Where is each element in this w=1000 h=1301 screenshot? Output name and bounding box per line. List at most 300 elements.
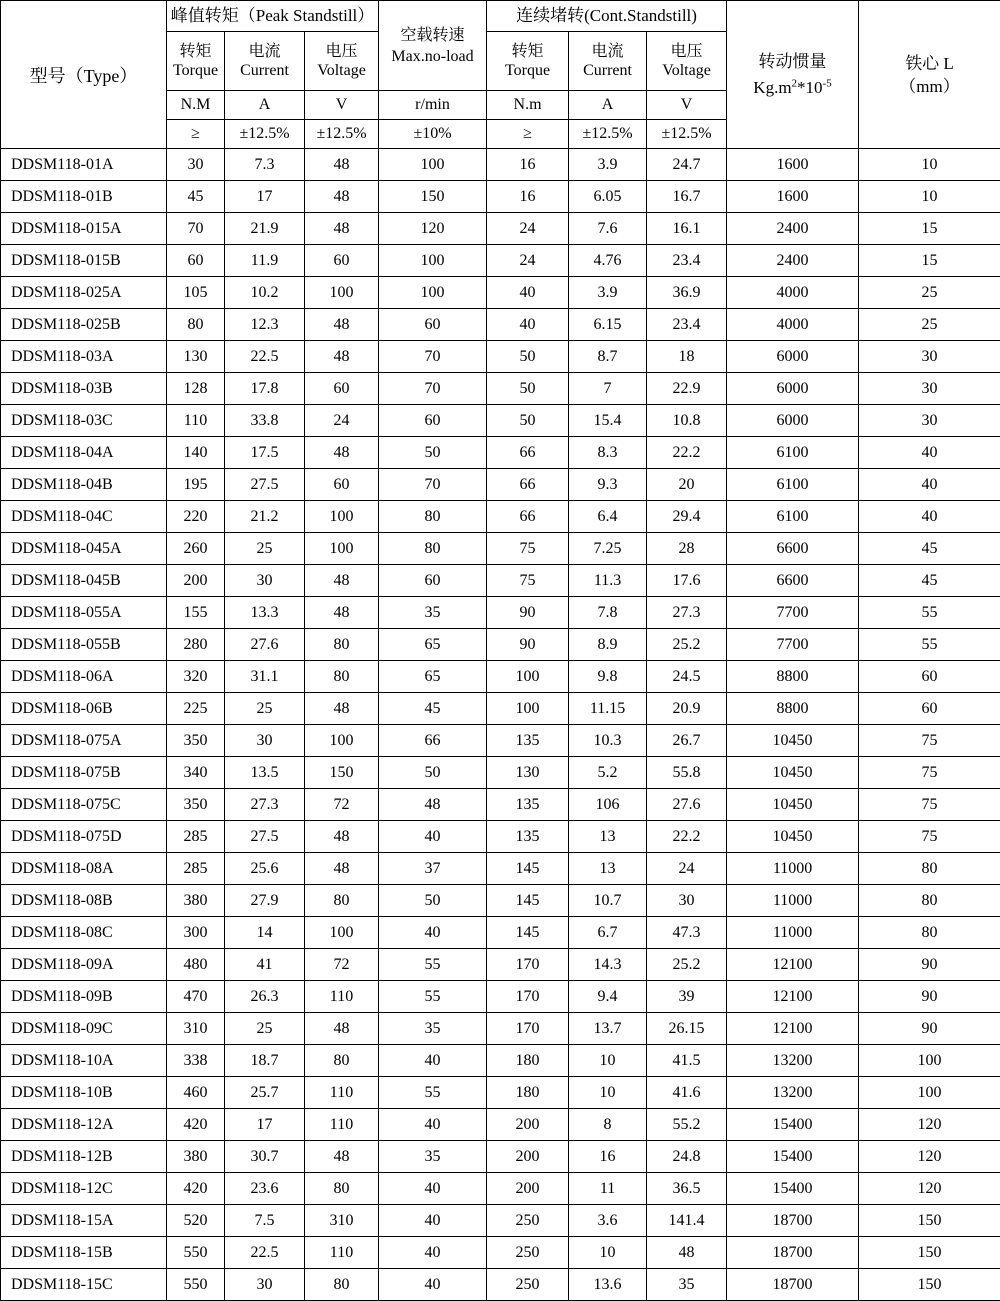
cell-noload-speed: 60	[379, 405, 487, 437]
cell-cont-current: 10	[569, 1077, 647, 1109]
cell-peak-voltage: 100	[305, 917, 379, 949]
cell-peak-voltage: 80	[305, 1045, 379, 1077]
cell-noload-speed: 40	[379, 1205, 487, 1237]
cell-cont-voltage: 24	[647, 853, 727, 885]
cell-peak-current: 30.7	[225, 1141, 305, 1173]
cell-length: 80	[859, 885, 1000, 917]
cell-cont-voltage: 27.6	[647, 789, 727, 821]
cell-peak-torque: 70	[167, 213, 225, 245]
cell-inertia: 11000	[727, 853, 859, 885]
cell-peak-current: 25	[225, 693, 305, 725]
cell-noload-speed: 40	[379, 821, 487, 853]
cell-cont-voltage: 17.6	[647, 565, 727, 597]
cell-cont-torque: 145	[487, 917, 569, 949]
cell-cont-voltage: 24.7	[647, 149, 727, 181]
cell-peak-torque: 480	[167, 949, 225, 981]
cell-peak-torque: 320	[167, 661, 225, 693]
cell-inertia: 10450	[727, 789, 859, 821]
cell-cont-voltage: 35	[647, 1269, 727, 1301]
cell-length: 15	[859, 213, 1000, 245]
cell-peak-torque: 60	[167, 245, 225, 277]
cell-cont-torque: 170	[487, 949, 569, 981]
cell-cont-voltage: 25.2	[647, 949, 727, 981]
cell-cont-voltage: 30	[647, 885, 727, 917]
cell-length: 25	[859, 277, 1000, 309]
table-row	[1, 533, 1000, 565]
cell-cont-voltage: 28	[647, 533, 727, 565]
cell-peak-torque: 470	[167, 981, 225, 1013]
cell-peak-torque: 300	[167, 917, 225, 949]
cell-peak-voltage: 80	[305, 1269, 379, 1301]
cell-peak-torque: 550	[167, 1269, 225, 1301]
cell-cont-current: 10	[569, 1045, 647, 1077]
cell-peak-current: 18.7	[225, 1045, 305, 1077]
cell-noload-speed: 40	[379, 1045, 487, 1077]
cell-cont-torque: 180	[487, 1077, 569, 1109]
cell-peak-voltage: 110	[305, 981, 379, 1013]
tolerance-peak-current: ±12.5%	[225, 120, 305, 149]
table-row	[1, 437, 1000, 469]
table-row	[1, 213, 1000, 245]
cell-length: 150	[859, 1269, 1000, 1301]
table-row	[1, 341, 1000, 373]
cell-type: DDSM118-025B	[1, 309, 167, 341]
cell-type: DDSM118-12B	[1, 1141, 167, 1173]
table-row	[1, 629, 1000, 661]
table-row	[1, 917, 1000, 949]
unit-cont-current: A	[569, 91, 647, 120]
table-body	[1, 149, 1000, 1301]
cell-cont-torque: 135	[487, 725, 569, 757]
cell-noload-speed: 50	[379, 885, 487, 917]
unit-cont-voltage: V	[647, 91, 727, 120]
table-row	[1, 1045, 1000, 1077]
cell-peak-voltage: 110	[305, 1237, 379, 1269]
cell-cont-torque: 40	[487, 309, 569, 341]
cell-noload-speed: 66	[379, 725, 487, 757]
cell-length: 30	[859, 373, 1000, 405]
cell-peak-current: 17.5	[225, 437, 305, 469]
cell-length: 10	[859, 149, 1000, 181]
cell-noload-speed: 40	[379, 1109, 487, 1141]
cont-current-cn: 电流	[569, 42, 646, 61]
cell-inertia: 12100	[727, 949, 859, 981]
cell-cont-voltage: 10.8	[647, 405, 727, 437]
cell-peak-voltage: 60	[305, 373, 379, 405]
cell-type: DDSM118-03C	[1, 405, 167, 437]
cell-peak-voltage: 48	[305, 821, 379, 853]
cell-cont-torque: 40	[487, 277, 569, 309]
cell-cont-voltage: 48	[647, 1237, 727, 1269]
cell-length: 120	[859, 1173, 1000, 1205]
cell-cont-torque: 100	[487, 693, 569, 725]
cell-type: DDSM118-12A	[1, 1109, 167, 1141]
cell-cont-torque: 66	[487, 501, 569, 533]
cell-cont-voltage: 23.4	[647, 245, 727, 277]
cell-cont-current: 7	[569, 373, 647, 405]
cell-inertia: 4000	[727, 309, 859, 341]
cell-noload-speed: 100	[379, 277, 487, 309]
cell-cont-current: 7.6	[569, 213, 647, 245]
cell-noload-speed: 35	[379, 1013, 487, 1045]
cell-type: DDSM118-15B	[1, 1237, 167, 1269]
cont-torque-en: Torque	[487, 61, 568, 80]
cell-peak-voltage: 48	[305, 437, 379, 469]
cell-length: 100	[859, 1077, 1000, 1109]
cont-current-en: Current	[569, 61, 646, 80]
cell-cont-torque: 16	[487, 181, 569, 213]
cell-peak-voltage: 100	[305, 501, 379, 533]
column-header-peak-torque	[167, 32, 225, 91]
cell-length: 30	[859, 341, 1000, 373]
cell-cont-torque: 200	[487, 1173, 569, 1205]
cell-inertia: 6000	[727, 373, 859, 405]
length-label: 铁心 L	[905, 54, 954, 73]
table-row	[1, 725, 1000, 757]
cell-length: 75	[859, 725, 1000, 757]
cell-peak-torque: 45	[167, 181, 225, 213]
cell-peak-current: 11.9	[225, 245, 305, 277]
cell-type: DDSM118-01A	[1, 149, 167, 181]
cell-cont-torque: 16	[487, 149, 569, 181]
cell-inertia: 6000	[727, 405, 859, 437]
cell-noload-speed: 60	[379, 309, 487, 341]
cell-cont-torque: 170	[487, 981, 569, 1013]
cell-cont-current: 15.4	[569, 405, 647, 437]
cell-cont-current: 11.3	[569, 565, 647, 597]
cell-cont-current: 10	[569, 1237, 647, 1269]
table-row	[1, 949, 1000, 981]
tolerance-cont-voltage: ±12.5%	[647, 120, 727, 149]
cell-inertia: 6600	[727, 565, 859, 597]
cell-peak-current: 14	[225, 917, 305, 949]
cell-type: DDSM118-03A	[1, 341, 167, 373]
cell-cont-voltage: 26.7	[647, 725, 727, 757]
cell-peak-current: 25.7	[225, 1077, 305, 1109]
cell-type: DDSM118-03B	[1, 373, 167, 405]
cell-cont-torque: 50	[487, 341, 569, 373]
cell-length: 25	[859, 309, 1000, 341]
cell-peak-torque: 260	[167, 533, 225, 565]
cell-peak-torque: 350	[167, 725, 225, 757]
cell-type: DDSM118-075C	[1, 789, 167, 821]
cell-peak-torque: 460	[167, 1077, 225, 1109]
cell-peak-voltage: 80	[305, 885, 379, 917]
table-row	[1, 821, 1000, 853]
unit-cont-torque: N.m	[487, 91, 569, 120]
cell-length: 15	[859, 245, 1000, 277]
cell-cont-current: 106	[569, 789, 647, 821]
table-header	[1, 1, 1000, 149]
table-row	[1, 693, 1000, 725]
cell-cont-voltage: 16.7	[647, 181, 727, 213]
cell-length: 100	[859, 1045, 1000, 1077]
table-row	[1, 1205, 1000, 1237]
cell-cont-torque: 145	[487, 853, 569, 885]
cell-cont-current: 13	[569, 821, 647, 853]
cell-peak-current: 7.3	[225, 149, 305, 181]
cell-type: DDSM118-09A	[1, 949, 167, 981]
cell-type: DDSM118-06A	[1, 661, 167, 693]
cell-length: 60	[859, 661, 1000, 693]
cell-inertia: 6000	[727, 341, 859, 373]
unit-peak-current: A	[225, 91, 305, 120]
cell-peak-torque: 140	[167, 437, 225, 469]
cell-cont-current: 16	[569, 1141, 647, 1173]
cell-peak-torque: 200	[167, 565, 225, 597]
cell-cont-current: 4.76	[569, 245, 647, 277]
column-header-peak-current	[225, 32, 305, 91]
cell-type: DDSM118-08B	[1, 885, 167, 917]
cell-inertia: 6100	[727, 501, 859, 533]
cell-type: DDSM118-075A	[1, 725, 167, 757]
cell-noload-speed: 65	[379, 629, 487, 661]
cell-noload-speed: 50	[379, 757, 487, 789]
cell-peak-voltage: 80	[305, 661, 379, 693]
cell-type: DDSM118-045A	[1, 533, 167, 565]
cell-peak-voltage: 150	[305, 757, 379, 789]
cell-cont-voltage: 36.9	[647, 277, 727, 309]
cell-peak-current: 22.5	[225, 1237, 305, 1269]
cell-type: DDSM118-04A	[1, 437, 167, 469]
cell-cont-current: 7.25	[569, 533, 647, 565]
cell-inertia: 8800	[727, 693, 859, 725]
cell-noload-speed: 100	[379, 245, 487, 277]
cell-length: 75	[859, 821, 1000, 853]
cell-cont-current: 6.7	[569, 917, 647, 949]
cell-peak-current: 10.2	[225, 277, 305, 309]
cell-type: DDSM118-10A	[1, 1045, 167, 1077]
cell-peak-current: 22.5	[225, 341, 305, 373]
cell-peak-current: 30	[225, 565, 305, 597]
cell-cont-torque: 75	[487, 565, 569, 597]
cell-type: DDSM118-04B	[1, 469, 167, 501]
cell-noload-speed: 40	[379, 1173, 487, 1205]
cell-peak-voltage: 80	[305, 1173, 379, 1205]
cell-peak-torque: 340	[167, 757, 225, 789]
cell-peak-current: 17	[225, 1109, 305, 1141]
cell-cont-current: 9.3	[569, 469, 647, 501]
cell-noload-speed: 70	[379, 341, 487, 373]
cell-noload-speed: 37	[379, 853, 487, 885]
cell-peak-voltage: 48	[305, 1141, 379, 1173]
table-row	[1, 469, 1000, 501]
table-row	[1, 1077, 1000, 1109]
cell-inertia: 15400	[727, 1109, 859, 1141]
cell-noload-speed: 60	[379, 565, 487, 597]
cell-cont-current: 9.8	[569, 661, 647, 693]
tolerance-cont-torque: ≥	[487, 120, 569, 149]
cell-inertia: 8800	[727, 661, 859, 693]
cell-inertia: 1600	[727, 181, 859, 213]
cell-length: 90	[859, 981, 1000, 1013]
cell-length: 40	[859, 437, 1000, 469]
cell-peak-current: 27.3	[225, 789, 305, 821]
cell-peak-torque: 30	[167, 149, 225, 181]
cell-cont-voltage: 20.9	[647, 693, 727, 725]
table-row	[1, 1141, 1000, 1173]
cell-type: DDSM118-01B	[1, 181, 167, 213]
unit-noload: r/min	[379, 91, 487, 120]
cell-inertia: 12100	[727, 1013, 859, 1045]
cell-peak-voltage: 60	[305, 245, 379, 277]
cell-peak-torque: 338	[167, 1045, 225, 1077]
cell-type: DDSM118-15C	[1, 1269, 167, 1301]
table-row	[1, 885, 1000, 917]
table-row	[1, 789, 1000, 821]
cell-cont-voltage: 41.5	[647, 1045, 727, 1077]
cell-peak-current: 13.3	[225, 597, 305, 629]
cell-length: 40	[859, 469, 1000, 501]
cell-noload-speed: 55	[379, 949, 487, 981]
cell-cont-voltage: 41.6	[647, 1077, 727, 1109]
cell-inertia: 18700	[727, 1237, 859, 1269]
cell-type: DDSM118-015A	[1, 213, 167, 245]
table-row	[1, 757, 1000, 789]
cell-noload-speed: 40	[379, 1237, 487, 1269]
cell-peak-current: 21.2	[225, 501, 305, 533]
cell-inertia: 13200	[727, 1077, 859, 1109]
table-row	[1, 181, 1000, 213]
cell-cont-current: 6.15	[569, 309, 647, 341]
cell-cont-voltage: 22.2	[647, 437, 727, 469]
cell-peak-current: 41	[225, 949, 305, 981]
cell-inertia: 18700	[727, 1269, 859, 1301]
cell-type: DDSM118-075B	[1, 757, 167, 789]
cell-cont-current: 11.15	[569, 693, 647, 725]
noload-label-en: Max.no-load	[391, 48, 473, 65]
cell-cont-torque: 200	[487, 1141, 569, 1173]
cell-peak-torque: 195	[167, 469, 225, 501]
cell-cont-voltage: 24.8	[647, 1141, 727, 1173]
cell-length: 80	[859, 853, 1000, 885]
group-header-peak: 峰值转矩（Peak Standstill）	[167, 1, 379, 32]
cell-peak-torque: 225	[167, 693, 225, 725]
cell-cont-current: 8.3	[569, 437, 647, 469]
cell-cont-voltage: 18	[647, 341, 727, 373]
cell-inertia: 6100	[727, 469, 859, 501]
cell-type: DDSM118-15A	[1, 1205, 167, 1237]
cell-peak-voltage: 48	[305, 565, 379, 597]
cell-cont-torque: 250	[487, 1269, 569, 1301]
cell-cont-voltage: 55.2	[647, 1109, 727, 1141]
cell-peak-current: 17	[225, 181, 305, 213]
cell-peak-current: 23.6	[225, 1173, 305, 1205]
cell-noload-speed: 40	[379, 1269, 487, 1301]
cell-noload-speed: 35	[379, 597, 487, 629]
cell-noload-speed: 80	[379, 533, 487, 565]
cell-peak-voltage: 72	[305, 789, 379, 821]
cell-noload-speed: 70	[379, 469, 487, 501]
cell-noload-speed: 70	[379, 373, 487, 405]
cell-cont-voltage: 24.5	[647, 661, 727, 693]
cell-cont-current: 3.6	[569, 1205, 647, 1237]
cell-length: 55	[859, 597, 1000, 629]
column-header-peak-voltage	[305, 32, 379, 91]
column-header-type: 型号（Type）	[1, 1, 167, 149]
cont-torque-cn: 转矩	[487, 42, 568, 61]
cell-inertia: 6600	[727, 533, 859, 565]
table-row	[1, 277, 1000, 309]
column-header-cont-torque	[487, 32, 569, 91]
cell-cont-voltage: 22.9	[647, 373, 727, 405]
cell-noload-speed: 45	[379, 693, 487, 725]
cont-voltage-en: Voltage	[647, 61, 726, 80]
cell-inertia: 15400	[727, 1173, 859, 1205]
cell-cont-torque: 135	[487, 789, 569, 821]
cell-cont-torque: 135	[487, 821, 569, 853]
cell-peak-current: 25	[225, 533, 305, 565]
cell-inertia: 4000	[727, 277, 859, 309]
noload-label-cn: 空载转速	[401, 27, 465, 44]
tolerance-peak-torque: ≥	[167, 120, 225, 149]
cell-peak-current: 7.5	[225, 1205, 305, 1237]
cell-inertia: 2400	[727, 245, 859, 277]
peak-current-en: Current	[225, 61, 304, 80]
cell-cont-torque: 75	[487, 533, 569, 565]
table-row	[1, 149, 1000, 181]
cell-length: 40	[859, 501, 1000, 533]
cell-cont-torque: 250	[487, 1205, 569, 1237]
table-row	[1, 1269, 1000, 1301]
cell-cont-torque: 66	[487, 469, 569, 501]
table-row	[1, 597, 1000, 629]
cell-type: DDSM118-09C	[1, 1013, 167, 1045]
cell-cont-torque: 50	[487, 373, 569, 405]
cell-length: 90	[859, 949, 1000, 981]
table-row	[1, 501, 1000, 533]
cell-cont-torque: 145	[487, 885, 569, 917]
cell-cont-current: 6.05	[569, 181, 647, 213]
cell-peak-current: 13.5	[225, 757, 305, 789]
cell-cont-current: 8.9	[569, 629, 647, 661]
column-header-inertia	[727, 1, 859, 149]
table-row	[1, 373, 1000, 405]
cell-peak-current: 12.3	[225, 309, 305, 341]
cell-noload-speed: 100	[379, 149, 487, 181]
cell-length: 10	[859, 181, 1000, 213]
cell-noload-speed: 35	[379, 1141, 487, 1173]
table-row	[1, 661, 1000, 693]
cell-peak-voltage: 72	[305, 949, 379, 981]
length-unit: （mm）	[899, 77, 959, 96]
cell-peak-voltage: 48	[305, 693, 379, 725]
cell-peak-current: 21.9	[225, 213, 305, 245]
cell-length: 150	[859, 1205, 1000, 1237]
cell-length: 60	[859, 693, 1000, 725]
cell-length: 90	[859, 1013, 1000, 1045]
column-header-cont-current	[569, 32, 647, 91]
cell-peak-current: 17.8	[225, 373, 305, 405]
column-header-cont-voltage	[647, 32, 727, 91]
cell-cont-voltage: 47.3	[647, 917, 727, 949]
cell-inertia: 15400	[727, 1141, 859, 1173]
cell-cont-voltage: 141.4	[647, 1205, 727, 1237]
cell-inertia: 11000	[727, 917, 859, 949]
cell-cont-current: 13.6	[569, 1269, 647, 1301]
table-row	[1, 1013, 1000, 1045]
cell-peak-torque: 420	[167, 1109, 225, 1141]
column-header-length	[859, 1, 1000, 149]
peak-torque-en: Torque	[167, 61, 224, 80]
cell-inertia: 10450	[727, 757, 859, 789]
cell-cont-current: 14.3	[569, 949, 647, 981]
cell-peak-voltage: 24	[305, 405, 379, 437]
cell-peak-torque: 350	[167, 789, 225, 821]
group-header-noload	[379, 1, 487, 91]
inertia-unit: $Kg.m^2*10^{-5}$	[753, 78, 831, 97]
cell-peak-current: 33.8	[225, 405, 305, 437]
